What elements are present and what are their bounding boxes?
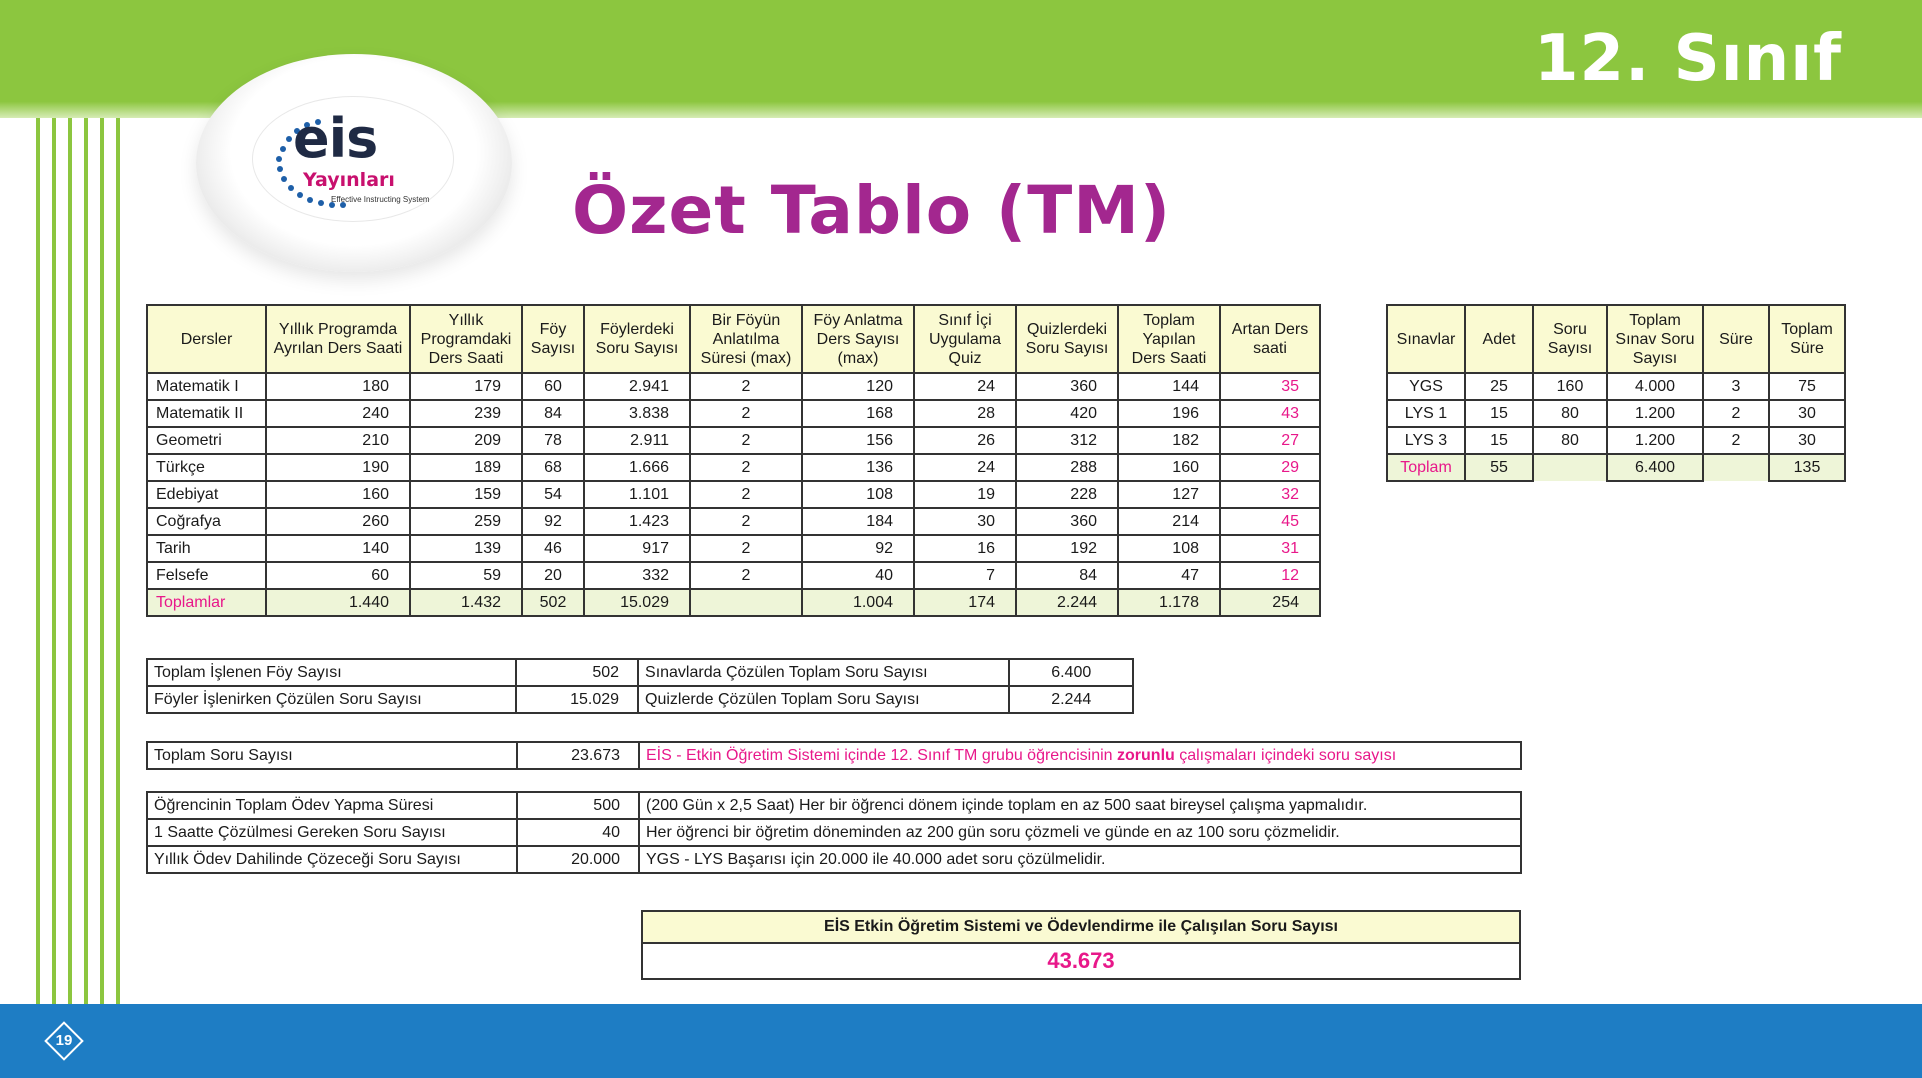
cell: 159	[410, 481, 522, 508]
final-total-box	[641, 910, 1521, 980]
cell: 140	[266, 535, 410, 562]
cell: 46	[522, 535, 584, 562]
cell: 136	[802, 454, 914, 481]
summary-value: 502	[516, 659, 638, 686]
summary-label: Toplam Soru Sayısı	[147, 742, 517, 769]
cell: 84	[522, 400, 584, 427]
cell: 19	[914, 481, 1016, 508]
cell: 179	[410, 373, 522, 400]
table-row	[147, 562, 1320, 589]
cell: 240	[266, 400, 410, 427]
cell: 332	[584, 562, 690, 589]
cell	[690, 589, 802, 616]
cell: 917	[584, 535, 690, 562]
cell: 254	[1220, 589, 1320, 616]
cell: 78	[522, 427, 584, 454]
cell: 7	[914, 562, 1016, 589]
col-header: Föylerdeki Soru Sayısı	[584, 305, 690, 373]
cell: LYS 3	[1387, 427, 1465, 454]
logo-tagline: Effective Instructing System	[331, 195, 430, 204]
cell: 108	[802, 481, 914, 508]
summary-value: 23.673	[517, 742, 639, 769]
summary-counts-table	[146, 658, 1134, 714]
cell-lesson: Matematik II	[147, 400, 266, 427]
col-header: Yıllık Programdaki Ders Saati	[410, 305, 522, 373]
table-row	[147, 481, 1320, 508]
cell: 1.440	[266, 589, 410, 616]
cell: LYS 1	[1387, 400, 1465, 427]
col-header: Artan Ders saati	[1220, 305, 1320, 373]
cell-remaining: 29	[1220, 454, 1320, 481]
summary-value: 40	[517, 819, 639, 846]
logo-subtitle: Yayınları	[303, 169, 395, 191]
cell: 92	[522, 508, 584, 535]
cell: 360	[1016, 508, 1118, 535]
cell: 1.666	[584, 454, 690, 481]
cell-lesson: Matematik I	[147, 373, 266, 400]
cell: 80	[1533, 427, 1607, 454]
table-row	[147, 373, 1320, 400]
cell: 2.244	[1016, 589, 1118, 616]
cell-empty	[1533, 454, 1607, 481]
final-total-value: 43.673	[1047, 948, 1115, 973]
homework-table	[146, 791, 1522, 874]
bottom-banner	[0, 1004, 1922, 1078]
cell: 160	[266, 481, 410, 508]
cell: 2	[690, 562, 802, 589]
cell: 184	[802, 508, 914, 535]
cell: 156	[802, 427, 914, 454]
table-row	[147, 846, 1521, 873]
cell: 160	[1533, 373, 1607, 400]
cell: 312	[1016, 427, 1118, 454]
cell: 192	[1016, 535, 1118, 562]
col-header: Soru Sayısı	[1533, 305, 1607, 373]
cell-lesson: Geometri	[147, 427, 266, 454]
summary-label: 1 Saatte Çözülmesi Gereken Soru Sayısı	[147, 819, 517, 846]
decorative-stripes	[0, 118, 130, 1004]
cell: 25	[1465, 373, 1533, 400]
final-total-title: EİS Etkin Öğretim Sistemi ve Ödevlendirme ile Çalışılan Soru Sayısı	[643, 912, 1519, 944]
exam-summary-table	[1386, 304, 1846, 482]
cell-remaining: 31	[1220, 535, 1320, 562]
summary-value: 6.400	[1009, 659, 1133, 686]
cell: 20	[522, 562, 584, 589]
summary-value: 20.000	[517, 846, 639, 873]
cell: 24	[914, 454, 1016, 481]
cell: 40	[802, 562, 914, 589]
cell-remaining: 43	[1220, 400, 1320, 427]
cell: 127	[1118, 481, 1220, 508]
cell: 60	[522, 373, 584, 400]
cell-remaining: 27	[1220, 427, 1320, 454]
col-header: Quizlerdeki Soru Sayısı	[1016, 305, 1118, 373]
cell: 2	[690, 454, 802, 481]
cell-lesson: Edebiyat	[147, 481, 266, 508]
cell: 180	[266, 373, 410, 400]
table-row	[1387, 427, 1845, 454]
col-header: Adet	[1465, 305, 1533, 373]
cell: 502	[522, 589, 584, 616]
cell: 1.200	[1607, 427, 1703, 454]
cell: 239	[410, 400, 522, 427]
col-header: Süre	[1703, 305, 1769, 373]
cell: 196	[1118, 400, 1220, 427]
note-text: EİS - Etkin Öğretim Sistemi içinde 12. Sınıf TM grubu öğrencisinin	[646, 746, 1118, 764]
cell: 54	[522, 481, 584, 508]
summary-label: Öğrencinin Toplam Ödev Yapma Süresi	[147, 792, 517, 819]
col-header: Sınavlar	[1387, 305, 1465, 373]
cell: 15.029	[584, 589, 690, 616]
col-header: Sınıf İçi Uygulama Quiz	[914, 305, 1016, 373]
cell: 2	[690, 400, 802, 427]
cell: 59	[410, 562, 522, 589]
cell: 259	[410, 508, 522, 535]
col-header: Dersler	[147, 305, 266, 373]
cell: 1.101	[584, 481, 690, 508]
cell-remaining: 35	[1220, 373, 1320, 400]
cell: 168	[802, 400, 914, 427]
cell: 3	[1703, 373, 1769, 400]
cell: 139	[410, 535, 522, 562]
cell: 30	[1769, 427, 1845, 454]
cell: 1.423	[584, 508, 690, 535]
cell: 228	[1016, 481, 1118, 508]
cell: 92	[802, 535, 914, 562]
table-row	[1387, 400, 1845, 427]
cell: 30	[914, 508, 1016, 535]
cell: 2	[690, 373, 802, 400]
table-row	[147, 508, 1320, 535]
total-questions-table	[146, 741, 1522, 770]
cell: 24	[914, 373, 1016, 400]
cell: 6.400	[1607, 454, 1703, 481]
col-header: Toplam Yapılan Ders Saati	[1118, 305, 1220, 373]
cell-empty	[1703, 454, 1769, 481]
cell: 1.432	[410, 589, 522, 616]
cell: 2	[690, 427, 802, 454]
cell: 55	[1465, 454, 1533, 481]
cell: 2	[690, 481, 802, 508]
table-header-row	[147, 305, 1320, 373]
cell: 144	[1118, 373, 1220, 400]
cell: 174	[914, 589, 1016, 616]
cell: YGS	[1387, 373, 1465, 400]
cell: 15	[1465, 427, 1533, 454]
cell: 360	[1016, 373, 1118, 400]
cell-lesson: Tarih	[147, 535, 266, 562]
table-row	[147, 454, 1320, 481]
cell: 160	[1118, 454, 1220, 481]
cell: 26	[914, 427, 1016, 454]
table-header-row	[1387, 305, 1845, 373]
cell: 2	[1703, 400, 1769, 427]
cell: 288	[1016, 454, 1118, 481]
cell: 80	[1533, 400, 1607, 427]
cell: 214	[1118, 508, 1220, 535]
cell: 420	[1016, 400, 1118, 427]
table-row	[147, 792, 1521, 819]
page-number: 19	[55, 1032, 73, 1049]
cell: 209	[410, 427, 522, 454]
cell-remaining: 12	[1220, 562, 1320, 589]
cell: 182	[1118, 427, 1220, 454]
summary-value: 500	[517, 792, 639, 819]
summary-note	[639, 742, 1521, 769]
logo-brand: eis	[293, 107, 378, 170]
cell: 15	[1465, 400, 1533, 427]
table-row	[147, 535, 1320, 562]
cell-total-label: Toplamlar	[147, 589, 266, 616]
cell-lesson: Türkçe	[147, 454, 266, 481]
cell: 189	[410, 454, 522, 481]
cell-lesson: Felsefe	[147, 562, 266, 589]
col-header: Bir Föyün Anlatılma Süresi (max)	[690, 305, 802, 373]
cell: 2	[1703, 427, 1769, 454]
cell: 190	[266, 454, 410, 481]
table-row	[147, 819, 1521, 846]
col-header: Toplam Sınav Soru Sayısı	[1607, 305, 1703, 373]
cell: 16	[914, 535, 1016, 562]
total-row	[147, 589, 1320, 616]
col-header: Föy Sayısı	[522, 305, 584, 373]
cell-remaining: 32	[1220, 481, 1320, 508]
cell: 120	[802, 373, 914, 400]
cell: 1.004	[802, 589, 914, 616]
note-text: çalışmaları içindeki soru sayısı	[1174, 746, 1397, 764]
col-header: Föy Anlatma Ders Sayısı (max)	[802, 305, 914, 373]
summary-label: Yıllık Ödev Dahilinde Çözeceği Soru Sayısı	[147, 846, 517, 873]
summary-label: Sınavlarda Çözülen Toplam Soru Sayısı	[638, 659, 1009, 686]
cell-total-label: Toplam	[1387, 454, 1465, 481]
cell: 2.911	[584, 427, 690, 454]
cell: 84	[1016, 562, 1118, 589]
cell: 108	[1118, 535, 1220, 562]
summary-label: Quizlerde Çözülen Toplam Soru Sayısı	[638, 686, 1009, 713]
summary-note: (200 Gün x 2,5 Saat) Her bir öğrenci dönem içinde toplam en az 500 saat bireysel çalışma yapmalıdır.	[639, 792, 1521, 819]
cell-remaining: 45	[1220, 508, 1320, 535]
table-row	[1387, 373, 1845, 400]
cell: 30	[1769, 400, 1845, 427]
table-row	[147, 659, 1133, 686]
cell: 28	[914, 400, 1016, 427]
cell: 75	[1769, 373, 1845, 400]
grade-heading: 12. Sınıf	[1533, 22, 1842, 96]
cell: 260	[266, 508, 410, 535]
cell: 4.000	[1607, 373, 1703, 400]
brand-logo	[196, 54, 512, 272]
cell: 1.200	[1607, 400, 1703, 427]
cell: 135	[1769, 454, 1845, 481]
cell: 210	[266, 427, 410, 454]
cell: 60	[266, 562, 410, 589]
cell: 47	[1118, 562, 1220, 589]
summary-label: Föyler İşlenirken Çözülen Soru Sayısı	[147, 686, 516, 713]
col-header: Toplam Süre	[1769, 305, 1845, 373]
page-title: Özet Tablo (TM)	[572, 172, 1172, 249]
cell: 1.178	[1118, 589, 1220, 616]
col-header: Yıllık Programda Ayrılan Ders Saati	[266, 305, 410, 373]
cell: 3.838	[584, 400, 690, 427]
table-row	[147, 400, 1320, 427]
total-row	[1387, 454, 1845, 481]
summary-label: Toplam İşlenen Föy Sayısı	[147, 659, 516, 686]
table-row	[147, 742, 1521, 769]
lesson-summary-table	[146, 304, 1321, 617]
summary-note: YGS - LYS Başarısı için 20.000 ile 40.000 adet soru çözülmelidir.	[639, 846, 1521, 873]
table-row	[147, 686, 1133, 713]
summary-value: 15.029	[516, 686, 638, 713]
note-emphasis: zorunlu	[1117, 746, 1175, 764]
cell: 2	[690, 535, 802, 562]
summary-value: 2.244	[1009, 686, 1133, 713]
cell: 2.941	[584, 373, 690, 400]
summary-note: Her öğrenci bir öğretim döneminden az 200 gün soru çözmeli ve günde en az 100 soru çözmelidir.	[639, 819, 1521, 846]
table-row	[147, 427, 1320, 454]
cell-lesson: Coğrafya	[147, 508, 266, 535]
page-number-badge	[44, 1021, 84, 1061]
cell: 68	[522, 454, 584, 481]
cell: 2	[690, 508, 802, 535]
